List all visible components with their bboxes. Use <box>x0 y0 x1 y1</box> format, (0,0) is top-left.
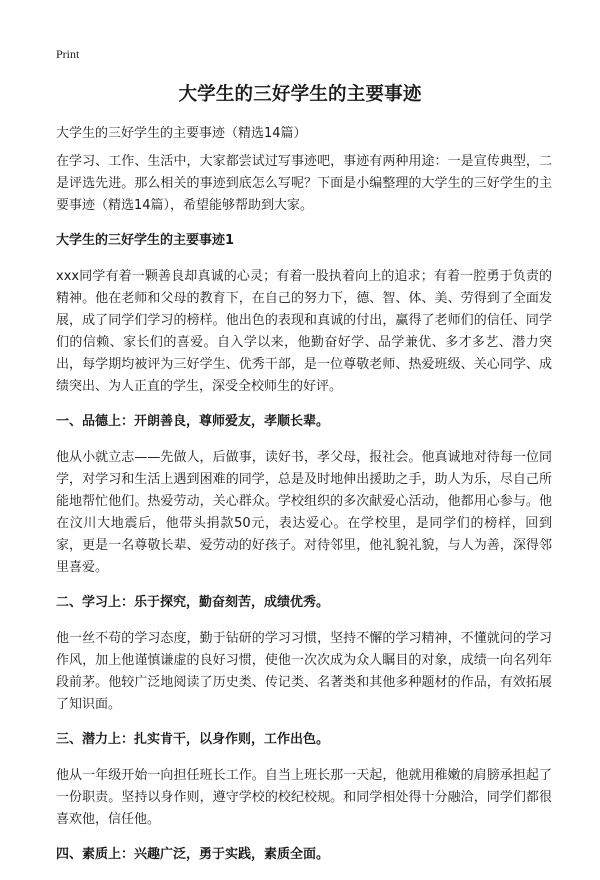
section-paragraph-study: 他一丝不苟的学习态度，勤于钻研的学习习惯，坚持不懈的学习精神，不懂就问的学习作风，加上他谨慎谦虚的良好习惯，使他一次次成为众人瞩目的对象，成绩一向名列年段前茅。他较广泛地阅读了历史类、传记类、名著类和其他多种题材的作品，有效拓展了知识面。 <box>56 631 552 712</box>
page-title: 大学生的三好学生的主要事迹 <box>178 84 422 105</box>
intro-paragraph: 在学习、工作、生活中，大家都尝试过写事迹吧，事迹有两种用途：一是宣传典型，二是评选先进。那么相关的事迹到底怎么写呢？下面是小编整理的大学生的三好学生的主要事迹（精选14篇），希望能够帮助到大家。 <box>56 154 552 213</box>
print-link[interactable]: Print <box>56 47 80 61</box>
section-paragraph-ability: 他从一年级开始一向担任班长工作。自当上班长那一天起，他就用稚嫩的肩膀承担起了一份职责。坚持以身作则，遵守学校的校纪校规。和同学相处得十分融洽，同学们都很喜欢他，信任他。 <box>56 768 552 827</box>
section-heading-study: 二、学习上：乐于探究，勤奋刻苦，成绩优秀。 <box>56 595 330 610</box>
section-paragraph-morality: 他从小就立志——先做人，后做事，读好书，孝父母，报社会。他真诚地对待每一位同学，对学习和生活上遇到困难的同学，总是及时地伸出援助之手，助人为乐，尽自己所能地帮忙他们。热爱劳动，关心群众。学校组织的多次献爱心活动，他都用心参与。他在汶川大地震后，他带头捐款50元，表达爱心。在学校里，是同学们的榜样，回到家，更是一名尊敬长辈、爱劳动的好孩子。对待邻里，他礼貌礼貌，与人为善，深得邻里喜爱。 <box>56 450 552 575</box>
article-heading-1: 大学生的三好学生的主要事迹1 <box>56 233 235 248</box>
section-heading-morality: 一、品德上：开朗善良，尊师爱友，孝顺长辈。 <box>56 414 330 429</box>
article-body <box>56 151 552 880</box>
article-paragraph-1: xxx同学有着一颗善良却真诚的心灵；有着一股执着向上的追求；有着一腔勇于负责的精神。他在老师和父母的教育下，在自己的努力下，德、智、体、美、劳得到了全面发展，成了同学们学习的榜样。他出色的表现和真诚的付出，赢得了老师们的信任、同学们的信赖、家长们的喜爱。自入学以来，他勤奋好学、品学兼优、多才多艺、潜力突出，每学期均被评为三好学生、优秀干部，是一位尊敬老师、热爱班级、关心同学、成绩突出、为人正直的学生，深受全校师生的好评。 <box>56 269 552 394</box>
subtitle: 大学生的三好学生的主要事迹（精选14篇） <box>56 126 307 141</box>
section-heading-ability: 三、潜力上：扎实肯干，以身作则，工作出色。 <box>56 732 330 747</box>
section-heading-quality: 四、素质上：兴趣广泛，勇于实践，素质全面。 <box>56 847 330 862</box>
